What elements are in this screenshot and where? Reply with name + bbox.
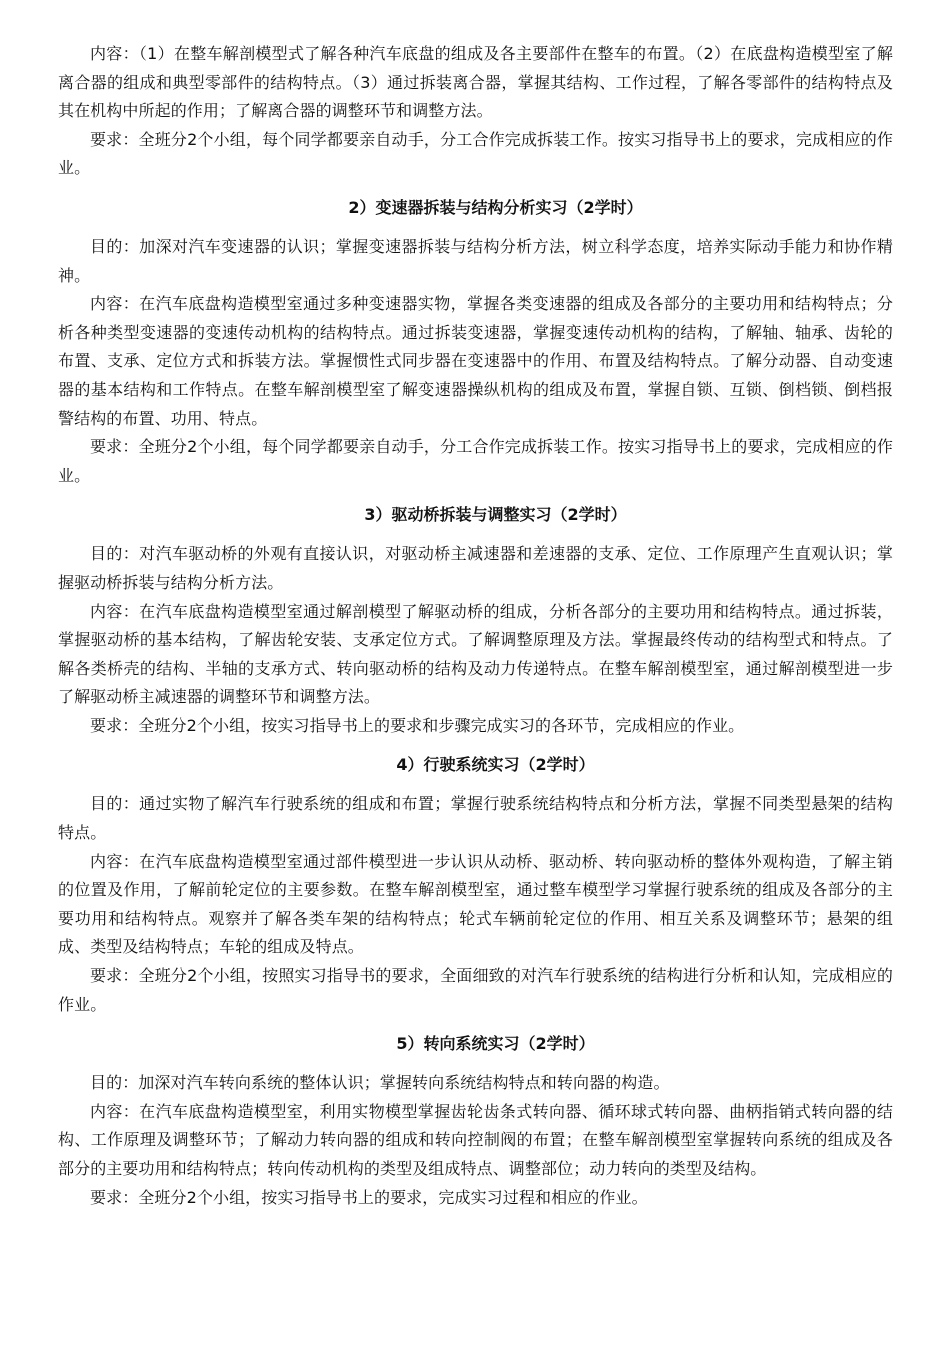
running-system-heading: 4）行驶系统实习（2学时）: [396, 755, 595, 775]
section-clutch: [58, 40, 893, 183]
drive-axle-heading: 3）驱动桥拆装与调整实习（2学时）: [364, 505, 627, 525]
clutch-requirement-paragraph: 要求：全班分2个小组，每个同学都要亲自动手，分工合作完成拆装工作。按实习指导书上的要求，完成相应的作业。: [58, 129, 893, 178]
drive-axle-requirement-paragraph: 要求：全班分2个小组，按实习指导书上的要求和步骤完成实习的各环节，完成相应的作业。: [90, 715, 745, 735]
drive-axle-content-paragraph: 内容：在汽车底盘构造模型室通过解剖模型了解驱动桥的组成，分析各部分的主要功用和结构特点。通过拆装，掌握驱动桥的基本结构，了解齿轮安装、支承定位方式。了解调整原理及方法。掌握最终传动的结构型式和特点。了解各类桥壳的结构、半轴的支承方式、转向驱动桥的结构及动力传递特点。在整车解剖模型室，通过解剖模型进一步了解驱动桥主减速器的调整环节和调整方法。: [58, 601, 893, 707]
drive-axle-purpose-paragraph: 目的：对汽车驱动桥的外观有直接认识，对驱动桥主减速器和差速器的支承、定位、工作原理产生直观认识；掌握驱动桥拆装与结构分析方法。: [58, 544, 893, 592]
running-system-purpose-paragraph: 目的：通过实物了解汽车行驶系统的组成和布置；掌握行驶系统结构特点和分析方法，掌握不同类型悬架的结构特点。: [58, 794, 893, 843]
steering-system-heading: 5）转向系统实习（2学时）: [396, 1034, 595, 1054]
section-steering-system: [58, 1030, 893, 1212]
section-drive-axle: [58, 501, 893, 740]
transmission-heading: 2）变速器拆装与结构分析实习（2学时）: [348, 197, 643, 217]
transmission-purpose-paragraph: 目的：加深对汽车变速器的认识；掌握变速器拆装与结构分析方法，树立科学态度，培养实际动手能力和协作精神。: [58, 236, 893, 285]
steering-system-requirement-paragraph: 要求：全班分2个小组，按实习指导书上的要求，完成实习过程和相应的作业。: [90, 1187, 648, 1207]
steering-system-purpose-paragraph: 目的：加深对汽车转向系统的整体认识；掌握转向系统结构特点和转向器的构造。: [90, 1073, 670, 1093]
running-system-requirement-paragraph: 要求：全班分2个小组，按照实习指导书的要求，全面细致的对汽车行驶系统的结构进行分析和认知，完成相应的作业。: [58, 966, 893, 1014]
section-running-system: [58, 751, 893, 1019]
transmission-content-paragraph: 内容：在汽车底盘构造模型室通过多种变速器实物，掌握各类变速器的组成及各部分的主要功用和结构特点；分析各种类型变速器的变速传动机构的结构特点。通过拆装变速器，掌握变速传动机构的结构，了解轴、轴承、齿轮的布置、支承、定位方式和拆装方法。掌握惯性式同步器在变速器中的作用、布置及结构特点。了解分动器、自动变速器的基本结构和工作特点。在整车解剖模型室了解变速器操纵机构的组成及布置，掌握自锁、互锁、倒档锁、倒档报警结构的布置、功用、特点。: [58, 294, 893, 428]
section-transmission: [58, 194, 893, 490]
steering-system-content-paragraph: 内容：在汽车底盘构造模型室，利用实物模型掌握齿轮齿条式转向器、循环球式转向器、曲柄指销式转向器的结构、工作原理及调整环节；了解动力转向器的组成和转向控制阀的布置；在整车解剖模型室掌握转向系统的组成及各部分的主要功用和结构特点；转向传动机构的类型及组成特点、调整部位；动力转向的类型及结构。: [58, 1101, 893, 1178]
running-system-content-paragraph: 内容：在汽车底盘构造模型室通过部件模型进一步认识从动桥、驱动桥、转向驱动桥的整体外观构造，了解主销的位置及作用，了解前轮定位的主要参数。在整车解剖模型室，通过整车模型学习掌握行驶系统的组成及各部分的主要功用和结构特点。观察并了解各类车架的结构特点；轮式车辆前轮定位的作用、相互关系及调整环节；悬架的组成、类型及结构特点；车轮的组成及特点。: [58, 851, 893, 957]
clutch-content-paragraph: 内容：（1）在整车解剖模型式了解各种汽车底盘的组成及各主要部件在整车的布置。（2）在底盘构造模型室了解离合器的组成和典型零部件的结构特点。（3）通过拆装离合器，掌握其结构、工作过程，了解各零部件的结构特点及其在机构中所起的作用；了解离合器的调整环节和调整方法。: [58, 44, 893, 121]
transmission-requirement-paragraph: 要求：全班分2个小组，每个同学都要亲自动手，分工合作完成拆装工作。按实习指导书上的要求，完成相应的作业。: [58, 437, 893, 485]
